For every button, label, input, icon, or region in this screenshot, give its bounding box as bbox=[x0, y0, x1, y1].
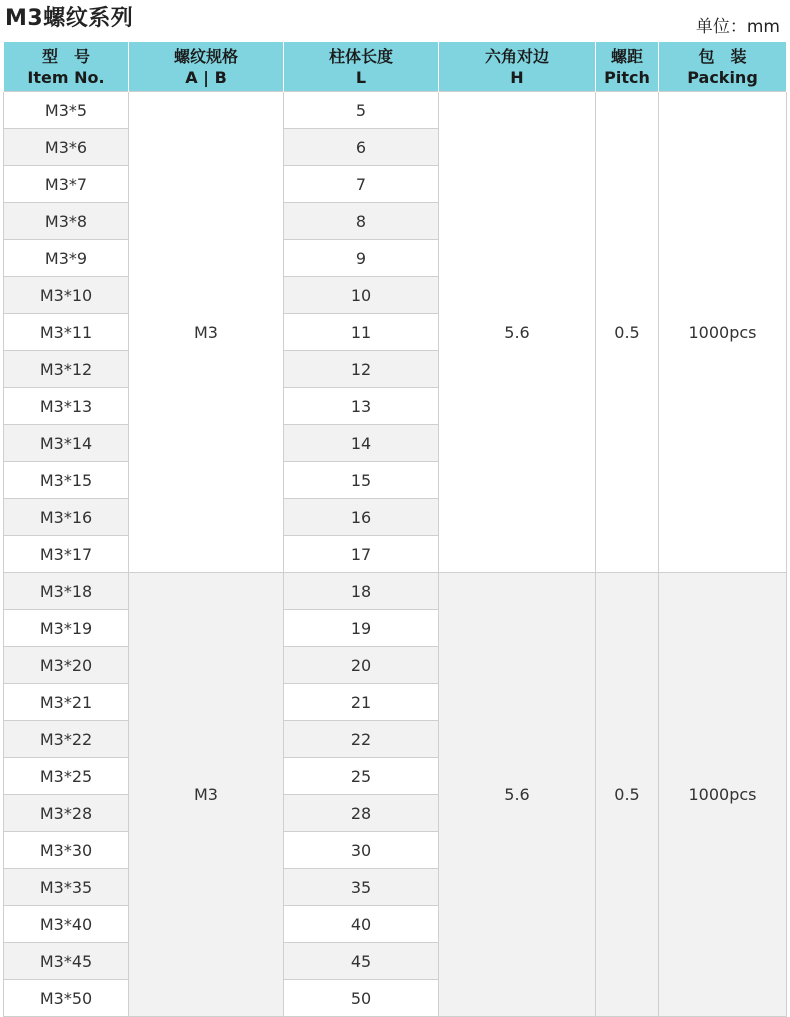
item-no-cell: M3*18 bbox=[4, 573, 129, 610]
header-label-en: Pitch bbox=[604, 67, 650, 87]
header-label-zh: 型 号 bbox=[41, 46, 90, 66]
length-cell: 5 bbox=[284, 92, 439, 129]
item-no-cell: M3*17 bbox=[4, 536, 129, 573]
item-no-cell: M3*10 bbox=[4, 277, 129, 314]
header-length bbox=[284, 42, 439, 92]
page-title: M3螺纹系列 bbox=[5, 6, 134, 31]
header-item-no bbox=[4, 42, 129, 92]
item-no-cell: M3*13 bbox=[4, 388, 129, 425]
length-cell: 30 bbox=[284, 832, 439, 869]
table-row bbox=[4, 573, 787, 610]
length-cell: 15 bbox=[284, 462, 439, 499]
item-no-cell: M3*11 bbox=[4, 314, 129, 351]
item-no-cell: M3*45 bbox=[4, 943, 129, 980]
length-cell: 21 bbox=[284, 684, 439, 721]
length-cell: 20 bbox=[284, 647, 439, 684]
header-label-en: A | B bbox=[185, 67, 227, 87]
item-no-cell: M3*35 bbox=[4, 869, 129, 906]
length-cell: 16 bbox=[284, 499, 439, 536]
item-no-cell: M3*25 bbox=[4, 758, 129, 795]
length-cell: 8 bbox=[284, 203, 439, 240]
length-cell: 7 bbox=[284, 166, 439, 203]
packing-cell: 1000pcs bbox=[659, 573, 787, 1017]
length-cell: 18 bbox=[284, 573, 439, 610]
header-row bbox=[4, 42, 787, 92]
length-cell: 28 bbox=[284, 795, 439, 832]
item-no-cell: M3*9 bbox=[4, 240, 129, 277]
length-cell: 45 bbox=[284, 943, 439, 980]
length-cell: 13 bbox=[284, 388, 439, 425]
item-no-cell: M3*14 bbox=[4, 425, 129, 462]
pitch-cell: 0.5 bbox=[596, 92, 659, 573]
pitch-cell: 0.5 bbox=[596, 573, 659, 1017]
length-cell: 19 bbox=[284, 610, 439, 647]
item-no-cell: M3*50 bbox=[4, 980, 129, 1017]
header-hex bbox=[439, 42, 596, 92]
header-pitch bbox=[596, 42, 659, 92]
item-no-cell: M3*20 bbox=[4, 647, 129, 684]
spec-table-body bbox=[4, 92, 787, 1017]
item-no-cell: M3*5 bbox=[4, 92, 129, 129]
hex-cell: 5.6 bbox=[439, 92, 596, 573]
length-cell: 40 bbox=[284, 906, 439, 943]
length-cell: 50 bbox=[284, 980, 439, 1017]
item-no-cell: M3*6 bbox=[4, 129, 129, 166]
header-label-zh: 螺距 bbox=[610, 46, 643, 66]
hex-cell: 5.6 bbox=[439, 573, 596, 1017]
item-no-cell: M3*12 bbox=[4, 351, 129, 388]
header-packing bbox=[659, 42, 787, 92]
item-no-cell: M3*22 bbox=[4, 721, 129, 758]
header-label-zh: 螺纹规格 bbox=[173, 46, 238, 66]
length-cell: 25 bbox=[284, 758, 439, 795]
length-cell: 10 bbox=[284, 277, 439, 314]
item-no-cell: M3*7 bbox=[4, 166, 129, 203]
header-label-zh: 六角对边 bbox=[484, 46, 549, 66]
item-no-cell: M3*40 bbox=[4, 906, 129, 943]
item-no-cell: M3*15 bbox=[4, 462, 129, 499]
length-cell: 9 bbox=[284, 240, 439, 277]
thread-spec-cell: M3 bbox=[129, 92, 284, 573]
item-no-cell: M3*30 bbox=[4, 832, 129, 869]
packing-cell: 1000pcs bbox=[659, 92, 787, 573]
header-label-en: Packing bbox=[687, 67, 758, 87]
item-no-cell: M3*8 bbox=[4, 203, 129, 240]
length-cell: 22 bbox=[284, 721, 439, 758]
item-no-cell: M3*21 bbox=[4, 684, 129, 721]
header-label-en: Item No. bbox=[27, 67, 105, 87]
table-row bbox=[4, 92, 787, 129]
length-cell: 35 bbox=[284, 869, 439, 906]
header-label-en: H bbox=[510, 67, 524, 87]
length-cell: 6 bbox=[284, 129, 439, 166]
header-label-zh: 包 装 bbox=[698, 46, 747, 66]
thread-spec-cell: M3 bbox=[129, 573, 284, 1017]
header-thread-spec bbox=[129, 42, 284, 92]
header-label-zh: 柱体长度 bbox=[328, 46, 393, 66]
length-cell: 14 bbox=[284, 425, 439, 462]
item-no-cell: M3*28 bbox=[4, 795, 129, 832]
item-no-cell: M3*19 bbox=[4, 610, 129, 647]
length-cell: 17 bbox=[284, 536, 439, 573]
item-no-cell: M3*16 bbox=[4, 499, 129, 536]
unit-label: 单位：mm bbox=[695, 17, 780, 37]
spec-table bbox=[3, 42, 787, 1017]
header-label-en: L bbox=[355, 67, 367, 87]
length-cell: 12 bbox=[284, 351, 439, 388]
length-cell: 11 bbox=[284, 314, 439, 351]
